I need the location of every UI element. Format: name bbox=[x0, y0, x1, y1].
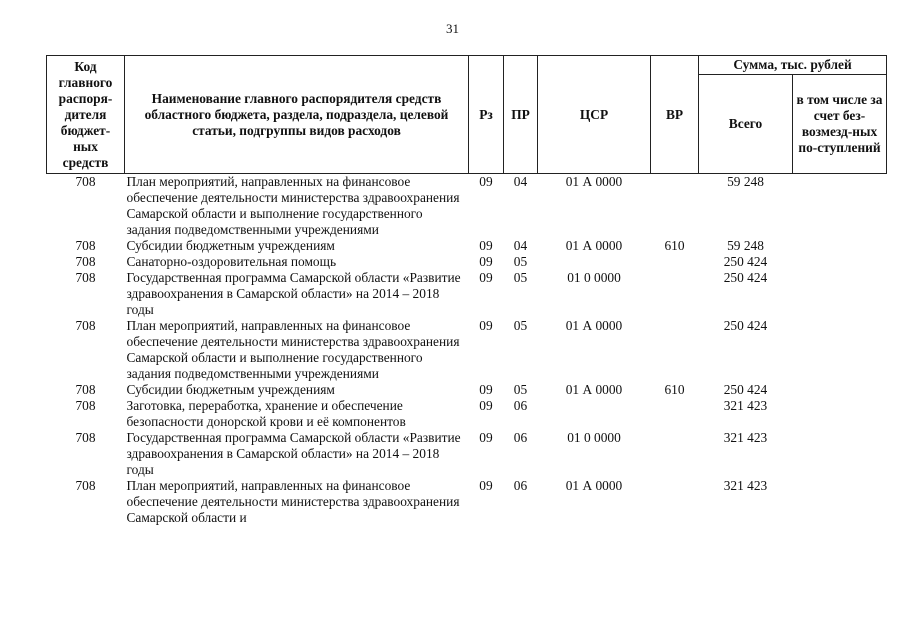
header-rz: Рз bbox=[469, 56, 504, 174]
table-header bbox=[47, 56, 887, 174]
cell-name: План мероприятий, направленных на финансовое обеспечение деятельности министерства здравоохранения Самарской области и bbox=[126, 478, 460, 525]
cell-total: 321 423 bbox=[723, 478, 768, 493]
cell-code: 708 bbox=[75, 478, 96, 493]
cell-pr: 05 bbox=[513, 382, 528, 397]
table-body bbox=[47, 174, 887, 527]
cell-pr: 06 bbox=[513, 398, 528, 413]
cell-csr: 01 А 0000 bbox=[565, 382, 623, 397]
table-row bbox=[47, 478, 887, 526]
cell-vr: 610 bbox=[664, 238, 685, 253]
cell-total: 250 424 bbox=[723, 270, 768, 285]
table-row bbox=[47, 382, 887, 398]
cell-csr: 01 А 0000 bbox=[565, 174, 623, 189]
cell-free bbox=[793, 238, 887, 254]
cell-free bbox=[793, 318, 887, 382]
cell-pr: 06 bbox=[513, 430, 528, 445]
cell-free bbox=[793, 478, 887, 526]
cell-vr bbox=[651, 318, 699, 382]
cell-rz: 09 bbox=[479, 430, 493, 445]
cell-vr: 610 bbox=[664, 382, 685, 397]
table-row bbox=[47, 238, 887, 254]
cell-csr: 01 А 0000 bbox=[565, 238, 623, 253]
cell-name: Заготовка, переработка, хранение и обеспечение безопасности донорской крови и её компонентов bbox=[126, 398, 406, 429]
cell-rz: 09 bbox=[479, 174, 493, 189]
header-sum-group: Сумма, тыс. рублей bbox=[699, 56, 887, 75]
cell-csr bbox=[538, 398, 651, 430]
cell-vr bbox=[651, 430, 699, 478]
budget-table bbox=[46, 55, 887, 526]
table-row bbox=[47, 270, 887, 318]
cell-total: 250 424 bbox=[723, 318, 768, 333]
table-row bbox=[47, 174, 887, 239]
cell-total: 59 248 bbox=[727, 174, 764, 189]
table-row bbox=[47, 318, 887, 382]
cell-name: План мероприятий, направленных на финансовое обеспечение деятельности министерства здравоохранения Самарской области и выполнение государственного задания подведомственными учреждениями bbox=[126, 318, 460, 381]
cell-code: 708 bbox=[75, 430, 96, 445]
cell-pr: 05 bbox=[513, 254, 528, 269]
cell-rz: 09 bbox=[479, 398, 493, 413]
header-name: Наименование главного распорядителя средств областного бюджета, раздела, подраздела, целевой статьи, подгруппы видов расходов bbox=[125, 56, 469, 174]
cell-code: 708 bbox=[75, 254, 96, 269]
cell-name: Государственная программа Самарской области «Развитие здравоохранения в Самарской области» на 2014 – 2018 годы bbox=[126, 270, 461, 317]
cell-pr: 04 bbox=[513, 174, 528, 189]
cell-total: 321 423 bbox=[723, 430, 768, 445]
table-row bbox=[47, 430, 887, 478]
cell-csr: 01 0 0000 bbox=[567, 270, 621, 285]
cell-code: 708 bbox=[75, 398, 96, 413]
cell-vr bbox=[651, 174, 699, 239]
cell-vr bbox=[651, 398, 699, 430]
cell-free bbox=[793, 270, 887, 318]
cell-csr bbox=[538, 254, 651, 270]
cell-pr: 04 bbox=[513, 238, 528, 253]
cell-free bbox=[793, 382, 887, 398]
cell-free bbox=[793, 398, 887, 430]
cell-name: Субсидии бюджетным учреждениям bbox=[126, 382, 335, 397]
cell-pr: 06 bbox=[513, 478, 528, 493]
cell-code: 708 bbox=[75, 174, 96, 189]
cell-name: План мероприятий, направленных на финансовое обеспечение деятельности министерства здравоохранения Самарской области и выполнение государственного задания подведомственными учреждениями bbox=[126, 174, 460, 237]
cell-code: 708 bbox=[75, 382, 96, 397]
cell-rz: 09 bbox=[479, 270, 493, 285]
cell-vr bbox=[651, 270, 699, 318]
cell-code: 708 bbox=[75, 238, 96, 253]
cell-total: 59 248 bbox=[727, 238, 764, 253]
cell-pr: 05 bbox=[513, 270, 528, 285]
cell-total: 321 423 bbox=[723, 398, 768, 413]
cell-rz: 09 bbox=[479, 478, 493, 493]
cell-csr: 01 А 0000 bbox=[565, 478, 623, 493]
table-row bbox=[47, 398, 887, 430]
cell-name: Государственная программа Самарской области «Развитие здравоохранения в Самарской области» на 2014 – 2018 годы bbox=[126, 430, 461, 477]
cell-vr bbox=[651, 254, 699, 270]
header-csr: ЦСР bbox=[538, 56, 651, 174]
cell-name: Санаторно-оздоровительная помощь bbox=[126, 254, 337, 269]
header-vr: ВР bbox=[651, 56, 699, 174]
cell-pr: 05 bbox=[513, 318, 528, 333]
page-number: 31 bbox=[446, 21, 459, 36]
cell-code: 708 bbox=[75, 270, 96, 285]
cell-free bbox=[793, 174, 887, 239]
cell-name: Субсидии бюджетным учреждениям bbox=[126, 238, 335, 253]
header-code: Код главного распоря-дителя бюджет-ных средств bbox=[47, 56, 125, 174]
cell-total: 250 424 bbox=[723, 382, 768, 397]
cell-rz: 09 bbox=[479, 318, 493, 333]
cell-rz: 09 bbox=[479, 382, 493, 397]
cell-code: 708 bbox=[75, 318, 96, 333]
cell-csr: 01 0 0000 bbox=[567, 430, 621, 445]
header-free: в том числе за счет без-возмезд-ных по-ступлений bbox=[793, 75, 887, 174]
cell-vr bbox=[651, 478, 699, 526]
table-row bbox=[47, 254, 887, 270]
header-total: Всего bbox=[699, 75, 793, 174]
cell-total: 250 424 bbox=[723, 254, 768, 269]
cell-rz: 09 bbox=[479, 238, 493, 253]
cell-free bbox=[793, 254, 887, 270]
header-pr: ПР bbox=[504, 56, 538, 174]
cell-rz: 09 bbox=[479, 254, 493, 269]
cell-free bbox=[793, 430, 887, 478]
cell-csr: 01 А 0000 bbox=[565, 318, 623, 333]
